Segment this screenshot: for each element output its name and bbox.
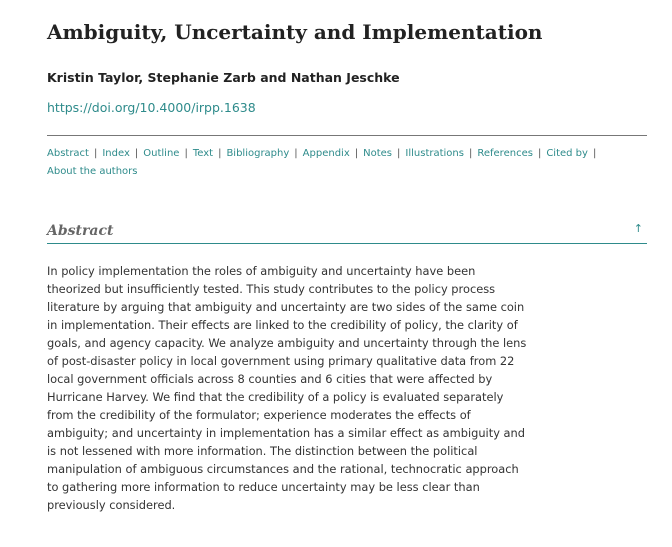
doi-link[interactable]: https://doi.org/10.4000/irpp.1638	[47, 100, 256, 115]
toc-separator: |	[354, 148, 359, 159]
toc-link-appendix[interactable]: Appendix	[302, 148, 350, 159]
abstract-heading: Abstract	[47, 223, 114, 239]
toc-link-references[interactable]: References	[477, 148, 533, 159]
header-divider	[47, 135, 647, 136]
toc-separator: |	[397, 148, 401, 159]
toc-link-abstract[interactable]: Abstract	[47, 148, 89, 159]
toc-link-outline[interactable]: Outline	[143, 148, 180, 159]
toc-separator: |	[134, 148, 139, 159]
toc-separator: |	[93, 148, 98, 159]
toc-separator: |	[592, 148, 597, 159]
toc-link-cited-by[interactable]: Cited by	[546, 148, 588, 159]
toc-separator: |	[184, 148, 188, 159]
toc-link-about-authors[interactable]: About the authors	[47, 166, 138, 177]
toc-link-bibliography[interactable]: Bibliography	[226, 148, 290, 159]
toc-separator: |	[468, 148, 473, 159]
toc-link-index[interactable]: Index	[102, 148, 130, 159]
toc-separator: |	[294, 148, 298, 159]
toc-separator: |	[218, 148, 222, 159]
abstract-section-header	[47, 221, 647, 244]
article-toc	[47, 145, 637, 181]
article-title: Ambiguity, Uncertainty and Implementation	[47, 20, 543, 44]
article-authors: Kristin Taylor, Stephanie Zarb and Nathan Jeschke	[47, 70, 400, 85]
toc-separator: |	[537, 148, 542, 159]
back-to-top-icon[interactable]: ↑	[633, 222, 643, 235]
toc-link-text[interactable]: Text	[192, 148, 214, 159]
toc-link-notes[interactable]: Notes	[363, 148, 393, 159]
toc-link-illustrations[interactable]: Illustrations	[405, 148, 464, 159]
abstract-text: In policy implementation the roles of ambiguity and uncertainty have been theorized but insufficiently tested. This study contributes to the policy process literature by arguing that ambiguity and uncertainty are two sides of the same coin in implementation. Their effects are linked to the credibility of policy, the clarity of goals, and agency capacity. We analyze ambiguity and uncertainty through the lens of post-disaster policy in local government using primary qualitative data from 22 local government officials across 8 counties and 6 cities that were affected by Hurricane Harvey. We find that the credibility of a policy is evaluated separately from the credibility of the formulator; experience moderates the effects of ambiguity; and uncertainty in implementation has a similar effect as ambiguity and is not lessened with more information. The distinction between the political manipulation of ambiguous circumstances and the rational, technocratic approach to gathering more information to reduce uncertainty may be less clear than previously considered.	[47, 264, 527, 512]
